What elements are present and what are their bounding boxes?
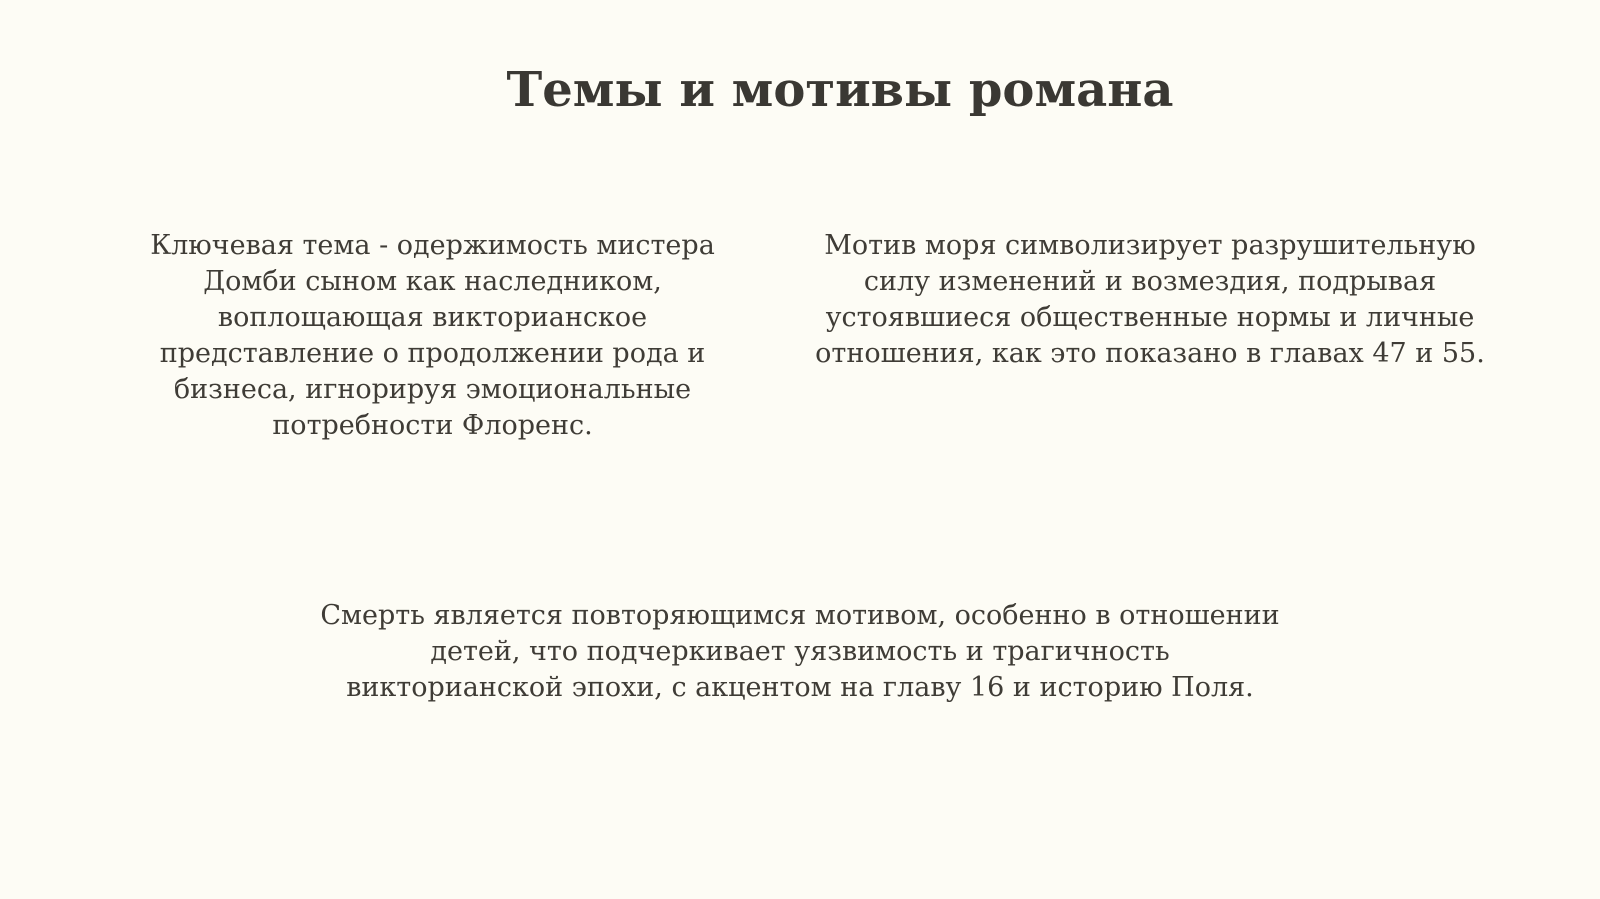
bottom-paragraph-line: Смерть является повторяющимся мотивом, особенно в отношении: [320, 600, 1280, 631]
bottom-paragraph: [280, 598, 1320, 706]
right-paragraph: Мотив моря символизирует разрушительную силу изменений и возмездия, подрывая устоявшиеся общественные нормы и личные отношения, как это показано в главах 47 и 55.: [815, 230, 1485, 369]
left-paragraph: Ключевая тема - одержимость мистера Домби сыном как наследником, воплощающая викторианское представление о продолжении рода и бизнеса, игнорируя эмоциональные потребности Флоренс.: [150, 230, 715, 441]
slide-title: Темы и мотивы романа: [506, 62, 1174, 118]
bottom-paragraph-line: детей, что подчеркивает уязвимость и трагичность: [430, 636, 1170, 667]
bottom-paragraph-line: викторианской эпохи, с акцентом на главу 16 и историю Поля.: [346, 672, 1254, 703]
